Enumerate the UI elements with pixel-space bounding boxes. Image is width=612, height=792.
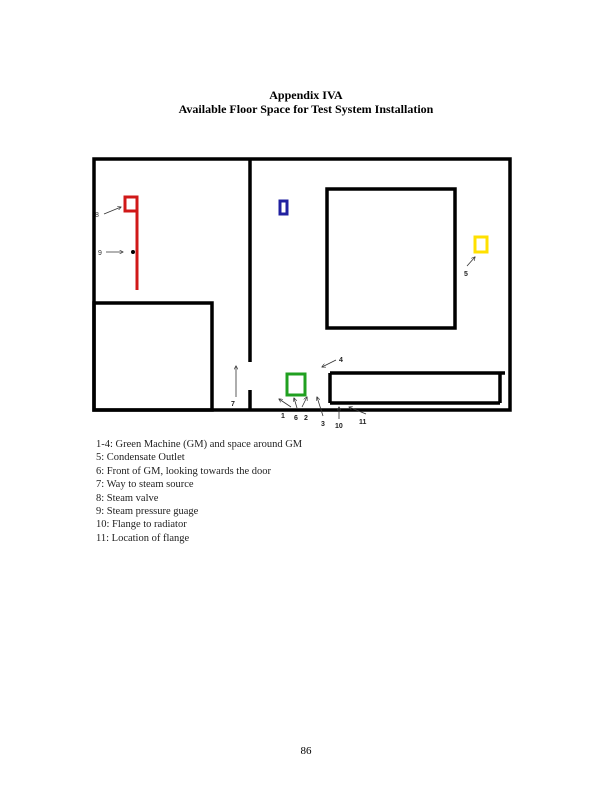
label-10: 10 xyxy=(335,423,343,430)
label-11: 11 xyxy=(359,419,367,426)
label-8: 8 xyxy=(95,212,99,219)
arrow-3 xyxy=(317,397,323,416)
arrow-2 xyxy=(302,397,307,407)
arrow-5 xyxy=(467,257,475,266)
blue-marker xyxy=(280,201,287,214)
arrow-8 xyxy=(104,207,121,214)
label-2: 2 xyxy=(304,415,308,422)
storage-block-left xyxy=(94,303,212,410)
arrow-1 xyxy=(279,399,291,407)
large-equipment-block xyxy=(327,189,455,328)
steam-valve-marker xyxy=(125,197,137,211)
label-1: 1 xyxy=(281,413,285,420)
label-7: 7 xyxy=(231,401,235,408)
label-6: 6 xyxy=(294,415,298,422)
condensate-outlet-marker xyxy=(475,237,487,252)
legend-item: 10: Flange to radiator xyxy=(96,519,187,531)
label-9: 9 xyxy=(98,250,102,257)
arrow-6 xyxy=(294,398,297,408)
legend-item: 5: Condensate Outlet xyxy=(96,452,185,464)
annotation-arrows xyxy=(104,207,475,419)
green-machine-marker xyxy=(287,374,305,395)
label-3: 3 xyxy=(321,421,325,428)
legend-item: 6: Front of GM, looking towards the door xyxy=(96,465,271,477)
legend-item: 7: Way to steam source xyxy=(96,479,194,491)
legend-item: 9: Steam pressure guage xyxy=(96,506,199,518)
steam-pressure-gauge-dot xyxy=(131,250,135,254)
page-number: 86 xyxy=(300,745,312,757)
arrow-4 xyxy=(322,360,336,367)
label-4: 4 xyxy=(339,357,343,364)
steam-pipe xyxy=(125,197,137,290)
legend-item: 8: Steam valve xyxy=(96,492,159,504)
walls xyxy=(94,159,510,410)
appendix-subtitle: Available Floor Space for Test System Installation xyxy=(178,102,434,116)
label-5: 5 xyxy=(464,271,468,278)
figure-legend xyxy=(96,438,302,545)
legend-item: 11: Location of flange xyxy=(96,532,190,544)
appendix-title: Appendix IVA xyxy=(269,88,343,102)
annotation-labels xyxy=(95,212,468,430)
legend-item: 1-4: Green Machine (GM) and space around GM xyxy=(96,439,303,450)
